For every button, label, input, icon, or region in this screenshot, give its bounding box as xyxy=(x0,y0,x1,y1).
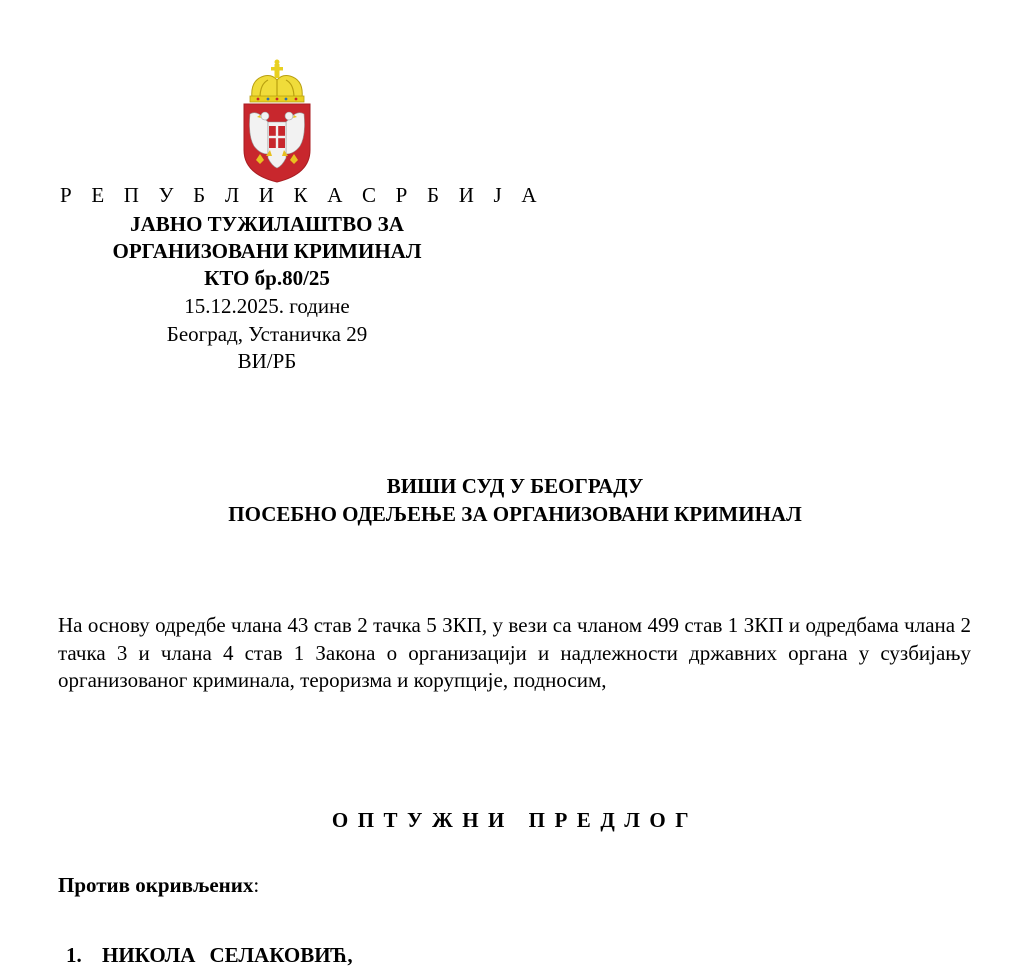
header-institution-line1: ЈАВНО ТУЖИЛАШТВО ЗА xyxy=(130,212,404,236)
coat-of-arms-icon xyxy=(238,58,316,184)
court-name-line2: ПОСЕБНО ОДЕЉЕЊЕ ЗА ОРГАНИЗОВАНИ КРИМИНАЛ xyxy=(228,502,802,526)
header-country: Р Е П У Б Л И К А С Р Б И Ј А xyxy=(60,183,544,207)
against-label-text: Против окривљених xyxy=(58,873,254,897)
defendant-list-item xyxy=(66,941,353,969)
header-address: Београд, Устаничка 29 xyxy=(166,322,368,346)
defendant-first-name: НИКОЛА xyxy=(102,943,196,967)
intro-paragraph: На основу одредбе члана 43 став 2 тачка 5 ЗКП, у вези са чланом 499 став 1 ЗКП и одредбама члана 2 тачка 3 и члана 4 став 1 Закона о организацији и надлежности државних органа у сузбијању организованог криминала, тероризма и корупције, подносим, xyxy=(58,613,971,692)
court-name-line1: ВИШИ СУД У БЕОГРАДУ xyxy=(386,474,644,498)
header-institution-line2: ОРГАНИЗОВАНИ КРИМИНАЛ xyxy=(112,239,422,263)
against-label-colon: : xyxy=(253,873,260,897)
against-defendants-label xyxy=(58,871,259,899)
shield-icon xyxy=(244,104,310,182)
header-case-number: КТО бр.80/25 xyxy=(204,266,330,290)
header-initials: ВИ/РБ xyxy=(237,349,297,373)
document-title: ОПТУЖНИ ПРЕДЛОГ xyxy=(331,808,699,832)
defendant-number: 1. xyxy=(66,943,82,967)
crown-icon xyxy=(250,60,304,103)
serbian-coat-of-arms-emblem xyxy=(238,58,316,184)
defendant-last-name: СЕЛАКОВИЋ, xyxy=(209,943,353,967)
header-date: 15.12.2025. године xyxy=(184,294,350,318)
